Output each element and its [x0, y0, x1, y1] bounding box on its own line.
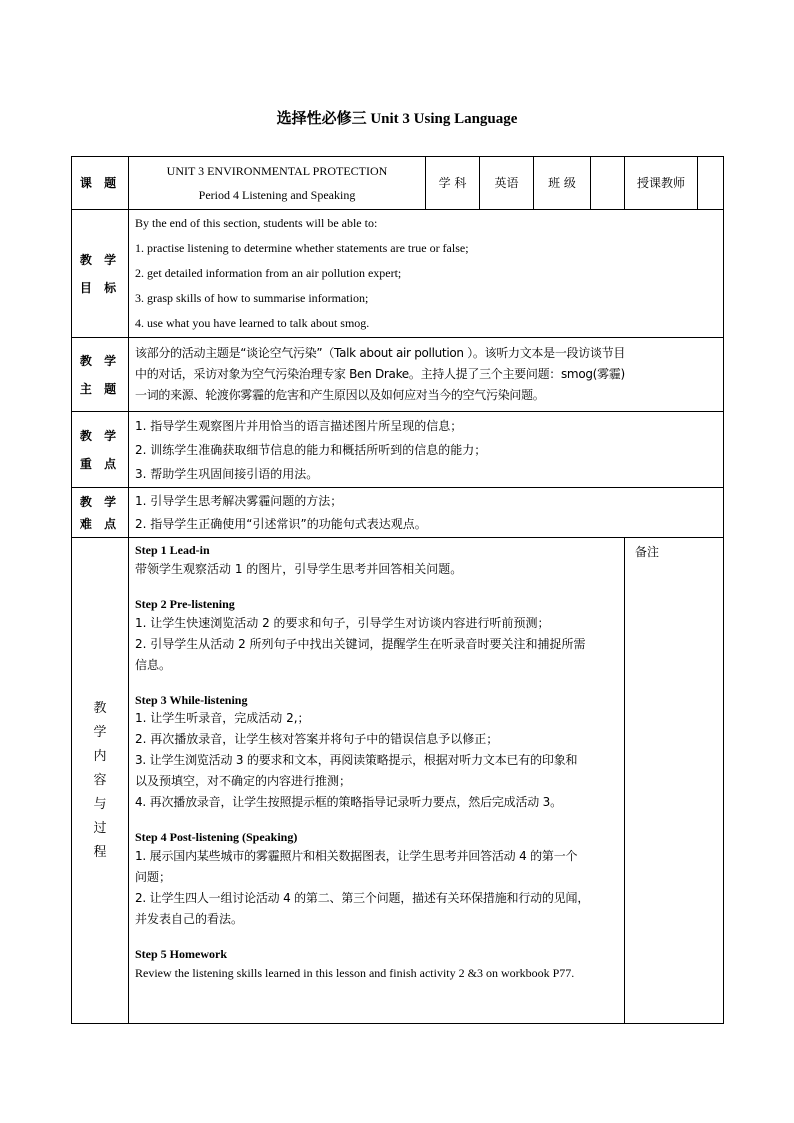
process-label [72, 538, 129, 1024]
theme-content [129, 338, 724, 412]
step-line: 并发表自己的看法。 [135, 912, 244, 927]
note-column [625, 538, 724, 1024]
process-label-char: 过 [93, 820, 107, 836]
objectives-label [72, 210, 129, 338]
class-value [591, 157, 625, 210]
topic-label: 课 题 [72, 157, 129, 210]
theme-label-line-1: 教 学 [79, 353, 121, 368]
objectives-label-line-1: 教 学 [79, 252, 121, 267]
theme-line: 中的对话，采访对象为空气污染治理专家 Ben Drake。主持人提了三个主要问题：smog(雾霾) [135, 367, 625, 381]
teacher-value [698, 157, 724, 210]
theme-label-line-2: 主 题 [79, 381, 121, 396]
step-title: Step 1 Lead-in [135, 543, 210, 557]
unit-line-1: UNIT 3 ENVIRONMENTAL PROTECTION [166, 164, 388, 178]
lesson-plan-table [71, 156, 724, 1024]
objectives-label-line-2: 目 标 [79, 280, 121, 295]
step-title: Step 3 While-listening [135, 692, 248, 707]
difficulties-content [129, 488, 724, 538]
theme-line: 一词的来源、轮渡你雾霾的危害和产生原因以及如何应对当今的空气污染问题。 [135, 388, 545, 402]
page-title: 选择性必修三 Unit 3 Using Language [276, 111, 518, 127]
objective-line: By the end of this section, students will be able to: [135, 216, 378, 230]
difficulty-line: 2. 指导学生正确使用“引述常识”的功能句式表达观点。 [135, 516, 427, 531]
subject-value: 英语 [480, 157, 534, 210]
process-content [129, 538, 625, 1024]
step-line: 2. 引导学生从活动 2 所列句子中找出关键词，提醒学生在听录音时要关注和捕捉所需 [135, 636, 586, 651]
difficulty-line: 1. 引导学生思考解决雾霾问题的方法； [135, 493, 343, 508]
step-line: 信息。 [135, 657, 172, 672]
step-line: 2. 让学生四人一组讨论活动 4 的第二、第三个问题，描述有关环保措施和行动的见闻， [135, 891, 590, 906]
step-line: 1. 让学生听录音，完成活动 2,； [135, 711, 310, 726]
difficulties-label-line-1: 教 学 [79, 494, 121, 509]
theme-line: 该部分的活动主题是“谈论空气污染”（Talk about air pollution ）。该听力文本是一段访谈节目 [135, 346, 626, 360]
unit-title-cell [129, 157, 426, 210]
process-label-char: 容 [93, 772, 107, 788]
key-points-content [129, 412, 724, 488]
teacher-label: 授课教师 [625, 157, 698, 210]
difficulties-row [72, 488, 724, 538]
unit-line-2: Period 4 Listening and Speaking [198, 188, 356, 202]
objective-line: 3. grasp skills of how to summarise information; [135, 291, 369, 305]
objective-line: 4. use what you have learned to talk about smog. [135, 316, 370, 330]
process-label-char: 与 [93, 796, 107, 812]
theme-label [72, 338, 129, 412]
step-title: Step 2 Pre-listening [135, 596, 235, 611]
step-title: Step 4 Post-listening (Speaking) [135, 830, 298, 845]
difficulties-label-line-2: 难 点 [79, 516, 121, 531]
process-row [72, 538, 724, 1024]
key-point-line: 3. 帮助学生巩固间接引语的用法。 [135, 466, 319, 481]
header-row [72, 157, 724, 210]
class-label: 班 级 [534, 157, 591, 210]
difficulties-label [72, 488, 129, 538]
subject-label: 学 科 [426, 157, 480, 210]
objectives-row [72, 210, 724, 338]
step-line: 以及预填空，对不确定的内容进行推测； [135, 774, 352, 789]
key-points-label-line-1: 教 学 [79, 428, 121, 443]
step-line: 1. 让学生快速浏览活动 2 的要求和句子，引导学生对访谈内容进行听前预测； [135, 615, 550, 630]
process-label-char: 学 [93, 724, 107, 740]
step-line: 2. 再次播放录音，让学生核对答案并将句子中的错误信息予以修正； [135, 732, 499, 747]
step-line: 4. 再次播放录音，让学生按照提示框的策略指导记录听力要点，然后完成活动 3。 [135, 795, 562, 810]
key-points-row [72, 412, 724, 488]
step-line: Review the listening skills learned in this lesson and finish activity 2 &3 on workbook P77. [135, 965, 575, 980]
step-line: 3. 让学生浏览活动 3 的要求和文本，再阅读策略提示，根据对听力文本已有的印象和 [135, 753, 578, 768]
key-points-label-line-2: 重 点 [79, 456, 121, 471]
key-point-line: 1. 指导学生观察图片并用恰当的语言描述图片所呈现的信息； [135, 418, 463, 433]
step-line: 1. 展示国内某些城市的雾霾照片和相关数据图表，让学生思考并回答活动 4 的第一个 [135, 849, 578, 864]
step-title: Step 5 Homework [135, 947, 227, 962]
step-line: 带领学生观察活动 1 的图片，引导学生思考并回答相关问题。 [135, 561, 463, 576]
objective-line: 1. practise listening to determine whether statements are true or false; [135, 241, 469, 255]
note-label: 备注 [635, 545, 660, 559]
objectives-content [129, 210, 724, 338]
objective-line: 2. get detailed information from an air pollution expert; [135, 266, 402, 280]
step-line: 问题； [135, 870, 172, 885]
process-label-char: 程 [93, 844, 107, 860]
process-label-char: 内 [93, 748, 107, 764]
key-points-label [72, 412, 129, 488]
process-label-char: 教 [93, 700, 107, 716]
key-point-line: 2. 训练学生准确获取细节信息的能力和概括所听到的信息的能力； [135, 442, 487, 457]
theme-row [72, 338, 724, 412]
